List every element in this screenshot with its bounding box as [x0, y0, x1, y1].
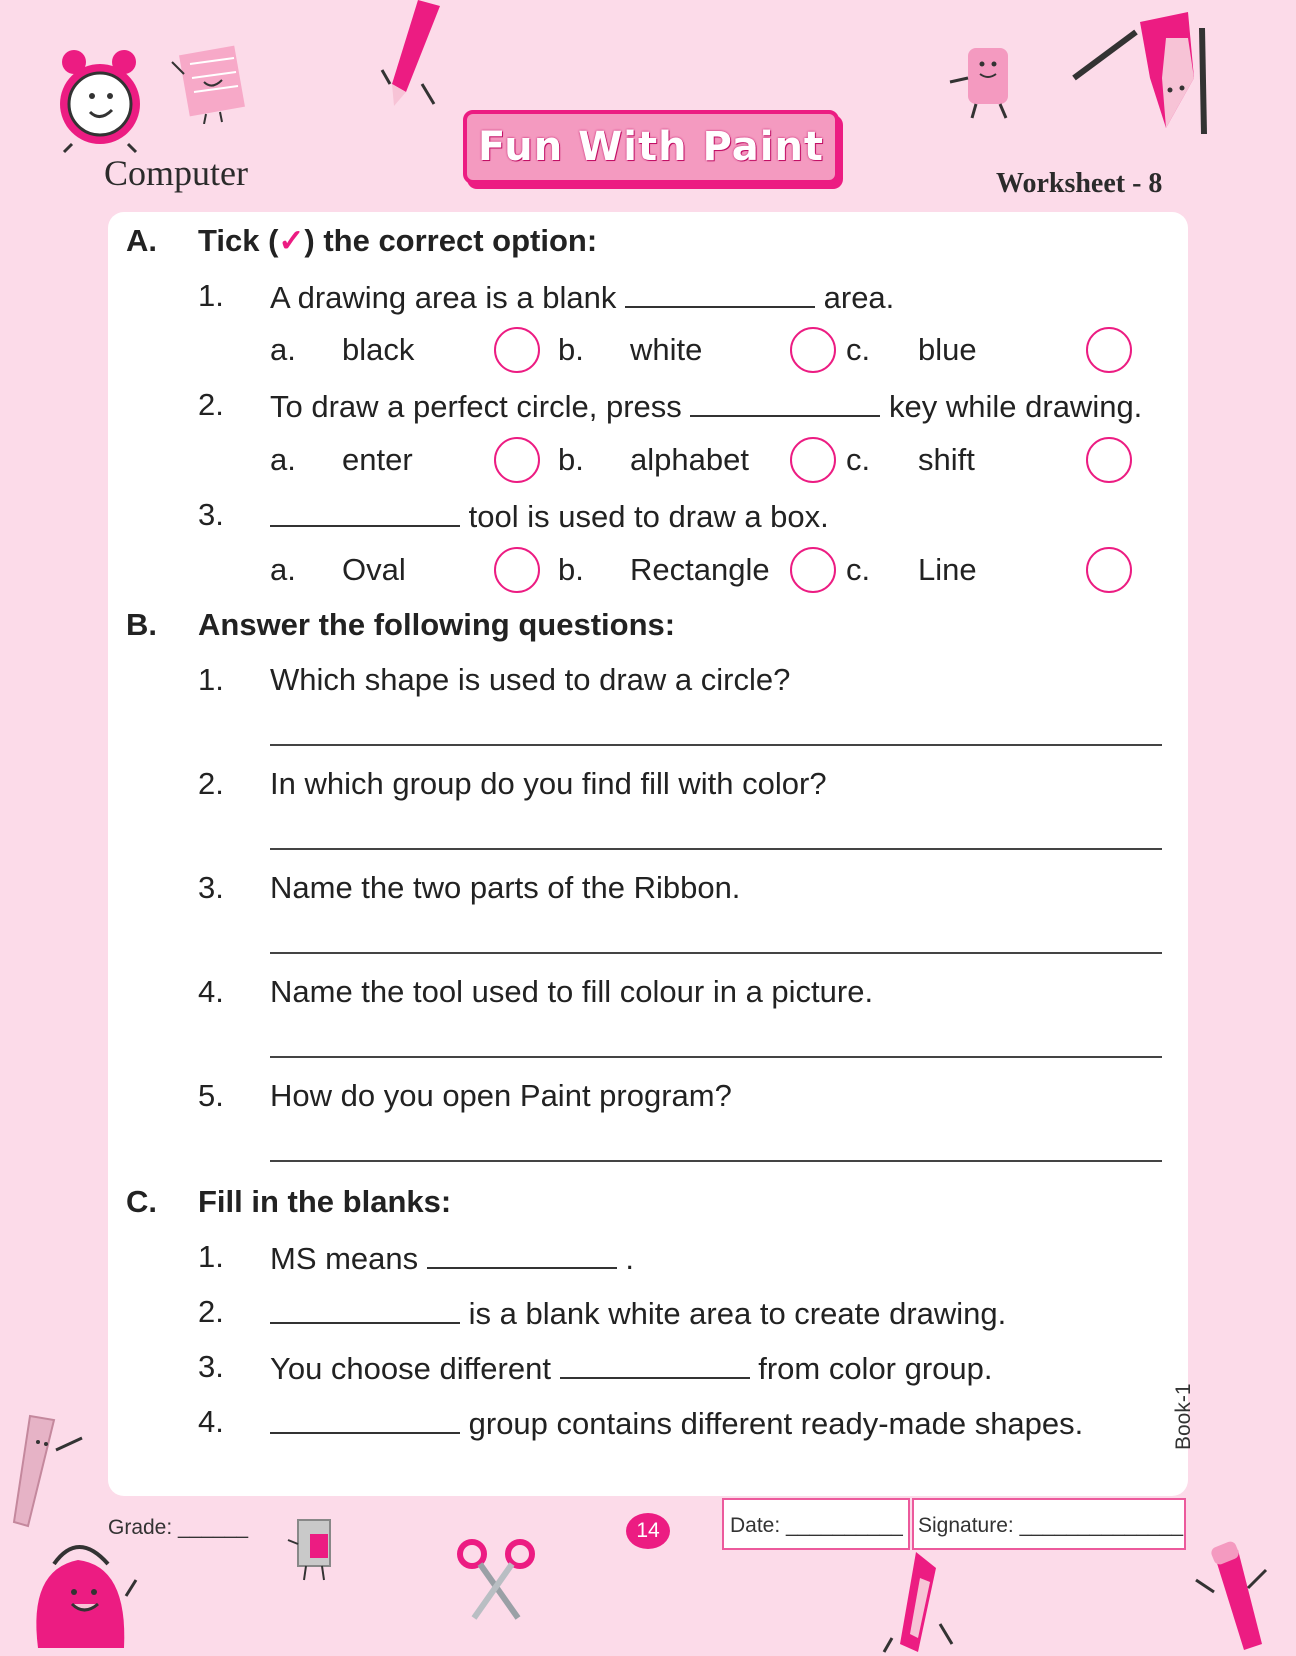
date-box[interactable]: [722, 1498, 910, 1550]
answer-line[interactable]: [270, 848, 1162, 850]
question-number: 3.: [198, 1349, 224, 1384]
question-text: [270, 276, 894, 318]
question-text: Which shape is used to draw a circle?: [270, 662, 791, 697]
question-text-pre: To draw a perfect circle, press: [270, 389, 682, 424]
question-c4: [0, 1402, 1296, 1442]
option-checkbox[interactable]: [790, 327, 836, 373]
option-letter: a.: [270, 442, 296, 477]
option-checkbox[interactable]: [494, 437, 540, 483]
question-text: [270, 495, 829, 537]
tick-icon: ✓: [278, 223, 305, 258]
notepad-illustration: [170, 44, 254, 124]
question-text-post: .: [625, 1241, 635, 1276]
question-text-pre: A drawing area is a blank: [270, 280, 617, 315]
option-checkbox[interactable]: [790, 437, 836, 483]
pencil-illustration-top: [378, 0, 448, 110]
question-number: 3.: [198, 497, 224, 532]
sharpener-illustration: [284, 1514, 348, 1586]
option-letter: c.: [846, 552, 871, 587]
option-letter: a.: [270, 332, 296, 367]
question-b3: [0, 868, 1296, 908]
question-b4: [0, 972, 1296, 1012]
answer-blank[interactable]: [625, 276, 815, 308]
question-text: How do you open Paint program?: [270, 1078, 732, 1113]
question-text-post: key while drawing.: [889, 389, 1143, 424]
question-number: 2.: [198, 387, 224, 422]
question-number: 1.: [198, 1239, 224, 1274]
option-checkbox[interactable]: [494, 547, 540, 593]
question-number: 4.: [198, 974, 224, 1009]
question-text-pre: You choose different: [270, 1351, 551, 1386]
eraser-illustration: [944, 42, 1028, 122]
section-c-header: [0, 1182, 1296, 1222]
section-c-heading: Fill in the blanks:: [198, 1184, 452, 1219]
question-number: 5.: [198, 1078, 224, 1113]
option-letter: b.: [558, 552, 584, 587]
answer-blank[interactable]: [560, 1347, 750, 1379]
section-c-letter: C.: [126, 1184, 157, 1219]
section-a-letter: A.: [126, 223, 157, 258]
answer-blank[interactable]: [270, 1292, 460, 1324]
question-a1: [0, 276, 1296, 316]
question-number: 2.: [198, 766, 224, 801]
crayon-illustration: [880, 1548, 960, 1654]
option-checkbox[interactable]: [1086, 547, 1132, 593]
question-c1: [0, 1237, 1296, 1277]
question-text: Name the two parts of the Ribbon.: [270, 870, 741, 905]
option-text: Line: [918, 552, 977, 587]
option-text: shift: [918, 442, 975, 477]
options-a1: [0, 330, 1296, 370]
question-text-post: group contains different ready-made shapes.: [468, 1406, 1084, 1441]
question-number: 4.: [198, 1404, 224, 1439]
option-text: white: [630, 332, 703, 367]
section-a-heading-post: ) the correct option:: [304, 223, 598, 258]
answer-line[interactable]: [270, 744, 1162, 746]
page-number-badge: [626, 1513, 670, 1549]
answer-blank[interactable]: [690, 385, 880, 417]
question-b1: [0, 660, 1296, 700]
alarm-clock-illustration: [52, 44, 148, 154]
signature-field[interactable]: Signature: ______________: [918, 1514, 1184, 1537]
option-checkbox[interactable]: [790, 547, 836, 593]
worksheet-title: Fun With Paint: [477, 124, 825, 170]
answer-blank[interactable]: [270, 495, 460, 527]
question-text-post: area.: [823, 280, 895, 315]
answer-blank[interactable]: [427, 1237, 617, 1269]
question-a3: [0, 495, 1296, 535]
question-number: 2.: [198, 1294, 224, 1329]
option-text: blue: [918, 332, 977, 367]
signature-box[interactable]: [912, 1498, 1186, 1550]
option-checkbox[interactable]: [494, 327, 540, 373]
question-text: [270, 1292, 1006, 1334]
question-text-pre: MS means: [270, 1241, 419, 1276]
grade-field[interactable]: Grade: ______: [108, 1516, 249, 1539]
answer-blank[interactable]: [270, 1402, 460, 1434]
section-a-heading: [198, 221, 597, 261]
question-text: In which group do you find fill with color?: [270, 766, 827, 801]
question-b5: [0, 1076, 1296, 1116]
pencil-illustration-corner: [1070, 8, 1210, 138]
question-a2: [0, 385, 1296, 425]
answer-line[interactable]: [270, 1160, 1162, 1162]
question-text: [270, 1237, 634, 1279]
option-checkbox[interactable]: [1086, 327, 1132, 373]
date-field[interactable]: Date: __________: [730, 1514, 903, 1537]
question-b2: [0, 764, 1296, 804]
question-text: Name the tool used to fill colour in a picture.: [270, 974, 874, 1009]
page-number: 14: [636, 1519, 660, 1542]
pen-illustration: [1192, 1540, 1272, 1652]
option-text: enter: [342, 442, 413, 477]
option-text: black: [342, 332, 415, 367]
option-text: Rectangle: [630, 552, 770, 587]
question-text-post: tool is used to draw a box.: [468, 499, 829, 534]
question-text-post: from color group.: [758, 1351, 993, 1386]
question-c2: [0, 1292, 1296, 1332]
question-text: [270, 1402, 1083, 1444]
option-letter: b.: [558, 442, 584, 477]
question-text-post: is a blank white area to create drawing.: [468, 1296, 1007, 1331]
answer-line[interactable]: [270, 1056, 1162, 1058]
section-a-heading-pre: Tick (: [198, 223, 279, 258]
scissors-illustration: [456, 1536, 536, 1622]
question-number: 3.: [198, 870, 224, 905]
section-a-header: [0, 221, 1296, 261]
option-letter: a.: [270, 552, 296, 587]
option-text: Oval: [342, 552, 406, 587]
option-letter: c.: [846, 332, 871, 367]
answer-line[interactable]: [270, 952, 1162, 954]
options-a2: [0, 440, 1296, 480]
subject-label: Computer: [104, 153, 248, 193]
question-text: [270, 1347, 993, 1389]
option-checkbox[interactable]: [1086, 437, 1132, 483]
worksheet-number: Worksheet - 8: [996, 168, 1163, 199]
question-number: 1.: [198, 278, 224, 313]
option-letter: b.: [558, 332, 584, 367]
section-b-header: [0, 605, 1296, 645]
option-text: alphabet: [630, 442, 749, 477]
options-a3: [0, 550, 1296, 590]
option-letter: c.: [846, 442, 871, 477]
question-text: [270, 385, 1142, 427]
section-b-heading: Answer the following questions:: [198, 607, 676, 642]
worksheet-title-banner: [463, 110, 839, 184]
section-b-letter: B.: [126, 607, 157, 642]
question-c3: [0, 1347, 1296, 1387]
book-label: Book-1: [1172, 1383, 1195, 1450]
question-number: 1.: [198, 662, 224, 697]
